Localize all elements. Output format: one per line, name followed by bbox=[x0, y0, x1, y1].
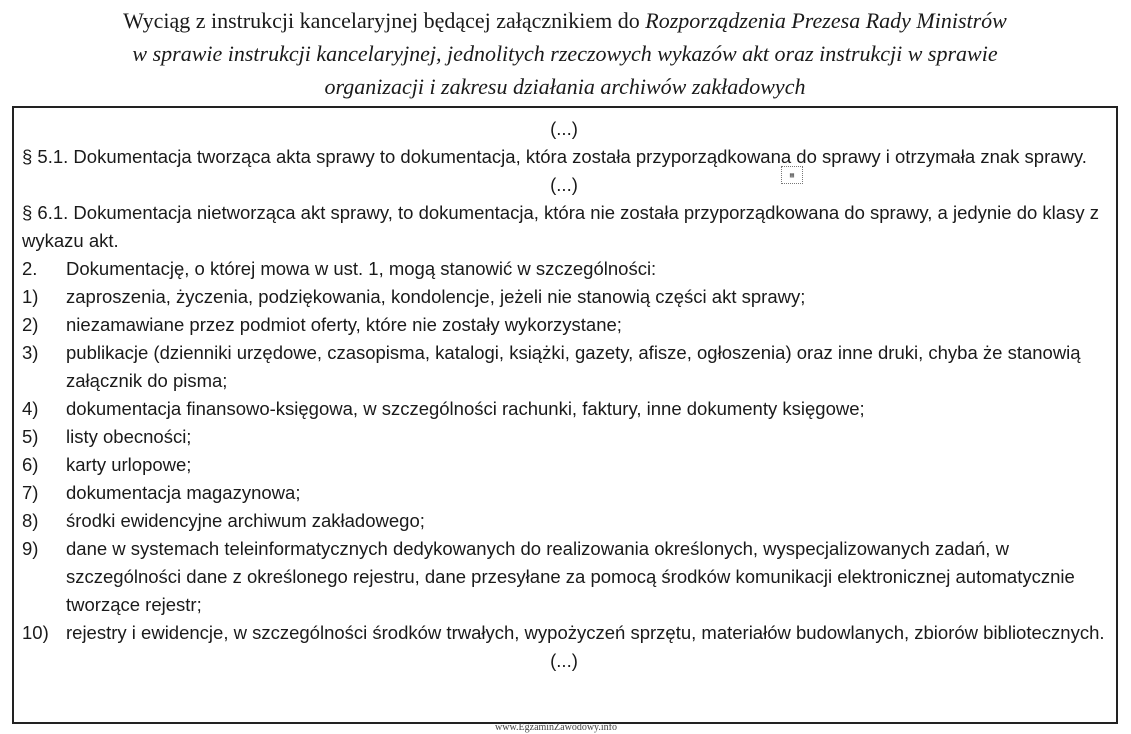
item-number: 8) bbox=[22, 510, 39, 531]
ellipsis-bottom: (...) bbox=[550, 650, 578, 671]
item-number: 6) bbox=[22, 454, 39, 475]
excerpt-box bbox=[12, 106, 1118, 724]
item-text: dane w systemach teleinformatycznych dedykowanych do realizowania określonych, wyspecjalizowanych zadań, w szczególności dane z określonego rejestru, dane przesyłane za pomocą środków komunikacji elektronicznej automatycznie tworzące rejestr; bbox=[66, 538, 1075, 615]
document-header bbox=[40, 4, 1090, 103]
item-text: niezamawiane przez podmiot oferty, które nie zostały wykorzystane; bbox=[66, 314, 622, 335]
item-number: 7) bbox=[22, 482, 39, 503]
item-text: publikacje (dzienniki urzędowe, czasopisma, katalogi, książki, gazety, afisze, ogłoszenia) oraz inne druki, chyba że stanowią załącznik do pisma; bbox=[66, 342, 1081, 391]
paragraph-6-1: § 6.1. Dokumentacja nietworząca akt sprawy, to dokumentacja, która nie została przyporządkowana do sprawy, a jedynie do klasy z wykazu akt. bbox=[22, 202, 1099, 251]
source-watermark: www.EgzaminZawodowy.info bbox=[495, 722, 618, 733]
header-line-2: w sprawie instrukcji kancelaryjnej, jednolitych rzeczowych wykazów akt oraz instrukcji w sprawie bbox=[132, 41, 998, 66]
item-text: dokumentacja magazynowa; bbox=[66, 482, 301, 503]
item-number: 9) bbox=[22, 538, 39, 559]
list-item bbox=[22, 479, 1106, 507]
item-number: 2) bbox=[22, 314, 39, 335]
item-text: listy obecności; bbox=[66, 426, 192, 447]
header-line-3: organizacji i zakresu działania archiwów zakładowych bbox=[324, 74, 806, 99]
header-line-1-plain: Wyciąg z instrukcji kancelaryjnej będącej załącznikiem do bbox=[123, 8, 646, 33]
list-item bbox=[22, 395, 1106, 423]
item-number: 3) bbox=[22, 342, 39, 363]
list-item bbox=[22, 619, 1106, 647]
item-text: Dokumentację, o której mowa w ust. 1, mogą stanowić w szczególności: bbox=[66, 258, 657, 279]
item-number: 1) bbox=[22, 286, 39, 307]
list-item bbox=[22, 535, 1106, 619]
list-item bbox=[22, 423, 1106, 451]
item-text: dokumentacja finansowo-księgowa, w szczególności rachunki, faktury, inne dokumenty księgowe; bbox=[66, 398, 865, 419]
paragraph-6-2 bbox=[22, 255, 1106, 283]
list-item bbox=[22, 507, 1106, 535]
item-number: 2. bbox=[22, 258, 38, 279]
list-item bbox=[22, 311, 1106, 339]
ellipsis-top: (...) bbox=[550, 118, 578, 139]
item-text: zaproszenia, życzenia, podziękowania, kondolencje, jeżeli nie stanowią części akt sprawy; bbox=[66, 286, 806, 307]
item-text: rejestry i ewidencje, w szczególności środków trwałych, wypożyczeń sprzętu, materiałów budowlanych, zbiorów bibliotecznych. bbox=[66, 622, 1105, 643]
item-number: 5) bbox=[22, 426, 39, 447]
scan-mark-icon: ▦ bbox=[781, 166, 803, 184]
list-item bbox=[22, 283, 1106, 311]
header-line-1 bbox=[40, 4, 1090, 37]
ellipsis-middle: (...) bbox=[550, 174, 578, 195]
item-text: karty urlopowe; bbox=[66, 454, 192, 475]
item-number: 10) bbox=[22, 622, 49, 643]
list-item bbox=[22, 339, 1106, 395]
paragraph-5-1: § 5.1. Dokumentacja tworząca akta sprawy to dokumentacja, która została przyporządkowana do sprawy i otrzymała znak sprawy. bbox=[22, 146, 1087, 167]
header-line-1-italic: Rozporządzenia Prezesa Rady Ministrów bbox=[645, 8, 1007, 33]
item-text: środki ewidencyjne archiwum zakładowego; bbox=[66, 510, 425, 531]
list-item bbox=[22, 451, 1106, 479]
item-number: 4) bbox=[22, 398, 39, 419]
